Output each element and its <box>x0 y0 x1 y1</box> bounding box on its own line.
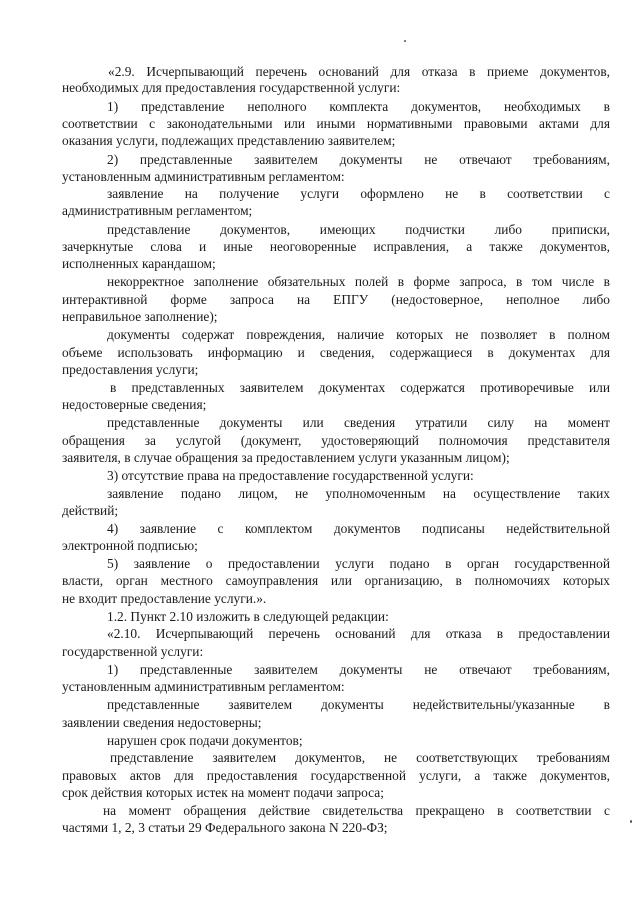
line-42: срок действия которых истек на момент подачи запроса; <box>62 785 384 800</box>
line-5: оказания услуги, подлежащих представлению заявителем; <box>62 133 396 148</box>
line-36: установленным административным регламентом: <box>62 679 345 694</box>
line-1: «2.9. Исчерпывающий перечень оснований для отказа в приеме документов, <box>108 64 610 79</box>
line-41: правовых актов для предоставления государственной услуги, а также документов, <box>62 768 610 783</box>
line-21: представленные документы или сведения утратили силу на момент <box>107 415 610 430</box>
line-13: некорректное заполнение обязательных полей в форме запроса, в том числе в <box>107 274 610 289</box>
line-12: исполненных карандашом; <box>62 256 216 271</box>
line-26: действий; <box>62 503 119 518</box>
line-32: 1.2. Пункт 2.10 изложить в следующей редакции: <box>107 609 389 624</box>
line-2: необходимых для предоставления государственной услуги: <box>62 80 401 95</box>
line-40: представление заявителем документов, не соответствующих требованиям <box>110 750 610 765</box>
line-3: 1) представление неполного комплекта документов, необходимых в <box>107 99 610 114</box>
line-29: 5) заявление о предоставлении услуги подано в орган государственной <box>107 556 610 571</box>
line-15: неправильное заполнение); <box>62 309 218 324</box>
line-27: 4) заявление с комплектом документов подписаны недействительной <box>107 521 610 536</box>
line-38: заявлении сведения недостоверны; <box>62 715 262 730</box>
line-33: «2.10. Исчерпывающий перечень оснований для отказа в предоставлении <box>107 626 610 641</box>
line-6: 2) представленные заявителем документы не отвечают требованиям, <box>107 152 610 167</box>
line-11: зачеркнутые слова и иные неоговоренные исправления, а также документов, <box>62 239 610 254</box>
line-7: установленным административным регламентом: <box>62 169 345 184</box>
line-8: заявление на получение услуги оформлено не в соответствии с <box>107 186 610 201</box>
scan-speck <box>404 40 406 42</box>
line-23: заявителя, в случае обращения за предоставлением услуги указанным лицом); <box>62 450 510 465</box>
line-37: представленные заявителем документы недействительны/указанные в <box>107 697 610 712</box>
line-17: объеме использовать информацию и сведения, содержащиеся в документах для <box>62 345 610 360</box>
line-16: документы содержат повреждения, наличие которых не позволяет в полном <box>107 327 610 342</box>
line-20: недостоверные сведения; <box>62 397 207 412</box>
line-19: в представленных заявителем документах содержатся противоречивые или <box>110 380 610 395</box>
line-31: не входит предоставление услуги.». <box>62 591 267 606</box>
line-35: 1) представленные заявителем документы не отвечают требованиям, <box>107 662 610 677</box>
line-9: административным регламентом; <box>62 203 253 218</box>
line-10: представление документов, имеющих подчистки либо приписки, <box>107 222 610 237</box>
line-34: государственной услуги: <box>62 644 204 659</box>
line-18: предоставления услуги; <box>62 362 199 377</box>
line-43: на момент обращения действие свидетельства прекращено в соответствии с <box>103 803 610 818</box>
line-25: заявление подано лицом, не уполномоченным на осуществление таких <box>107 486 610 501</box>
line-22: обращения за услугой (документ, удостоверяющий полномочия представителя <box>62 433 610 448</box>
scan-speck <box>630 820 632 823</box>
line-30: власти, орган местного самоуправления или организацию, в полномочиях которых <box>62 573 610 588</box>
line-44: частями 1, 2, 3 статьи 29 Федерального закона N 220-ФЗ; <box>62 820 388 835</box>
line-28: электронной подписью; <box>62 538 198 553</box>
line-4: соответствии с законодательными или иными нормативными правовыми актами для <box>62 116 610 131</box>
line-14: интерактивной форме запроса на ЕПГУ (недостоверное, неполное либо <box>62 292 610 307</box>
line-39: нарушен срок подачи документов; <box>107 733 303 748</box>
line-24: 3) отсутствие права на предоставление государственной услуги: <box>107 468 474 483</box>
